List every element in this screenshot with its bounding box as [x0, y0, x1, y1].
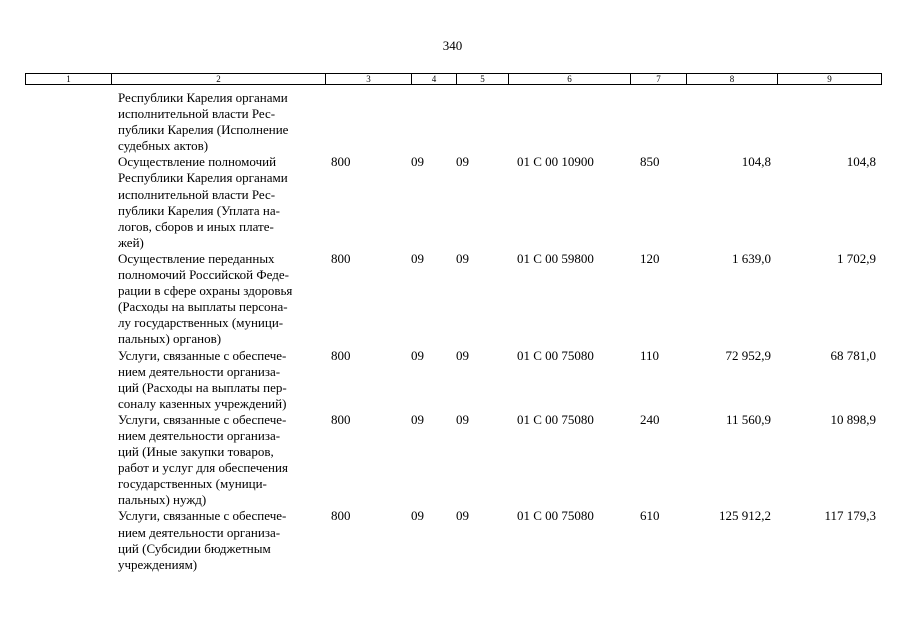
table-cell-col6: [511, 90, 633, 154]
description-line: нием деятельности организа-: [118, 427, 281, 443]
description-line: пальных) органов): [118, 331, 222, 347]
column-header-1: 1: [26, 74, 112, 84]
description-line: Осуществление полномочий: [118, 154, 277, 170]
description-line: Республики Карелия органами: [118, 170, 288, 186]
table-cell-description: [111, 348, 325, 412]
column-header-3: 3: [326, 74, 412, 84]
table-cell-col7: [633, 90, 688, 154]
table-cell-description: [111, 508, 325, 572]
table-cell-col9: 1 702,9: [837, 250, 876, 266]
description-line: (Расходы на выплаты персона-: [118, 299, 288, 315]
page-number: 340: [442, 38, 463, 53]
table-cell-col6: 01 С 00 59800: [517, 250, 594, 266]
table-cell-col5: [448, 90, 511, 154]
description-line: публики Карелия (Уплата на-: [118, 202, 280, 218]
table-row: [25, 412, 880, 509]
column-header-9: 9: [827, 74, 832, 84]
table-cell-col7: 240: [640, 411, 660, 427]
table-cell-col1: [25, 348, 111, 412]
table-cell-col9: 10 898,9: [830, 411, 876, 427]
description-line: Услуги, связанные с обеспече-: [118, 411, 287, 427]
column-header-8: 8: [687, 74, 778, 84]
table-cell-col4: 09: [411, 347, 424, 363]
description-line: нием деятельности организа-: [118, 363, 281, 379]
table-cell-col5: 09: [456, 250, 469, 266]
table-cell-col3: [325, 90, 398, 154]
description-line: учреждениям): [118, 556, 198, 572]
table-cell-col7: 110: [640, 347, 660, 363]
table-row: [25, 90, 880, 154]
description-line: ций (Иные закупки товаров,: [118, 444, 274, 460]
table-cell-col1: [25, 412, 111, 509]
table-cell-col9: 117 179,3: [824, 508, 876, 524]
table-cell-col3: 800: [331, 347, 351, 363]
description-line: полномочий Российской Феде-: [118, 267, 289, 283]
column-header-7: 7: [631, 74, 687, 84]
table-cell-col4: 09: [411, 154, 424, 170]
description-line: пальных) нужд): [118, 492, 207, 508]
table-cell-description: [111, 90, 325, 154]
table-cell-description: [111, 412, 325, 509]
table-cell-col7: 850: [640, 154, 660, 170]
column-header-2: 2: [112, 74, 326, 84]
description-line: соналу казенных учреждений): [118, 395, 287, 411]
table-cell-col9: 104,8: [846, 154, 876, 170]
table-body: [25, 90, 880, 573]
table-cell-col5: 09: [456, 508, 469, 524]
table-cell-col8: 104,8: [741, 154, 771, 170]
table-cell-col6: 01 С 00 75080: [517, 347, 594, 363]
description-line: ций (Субсидии бюджетным: [118, 540, 271, 556]
table-column-header-row: [25, 73, 882, 85]
table-cell-col6: 01 С 00 75080: [517, 508, 594, 524]
table-cell-col3: 800: [331, 154, 351, 170]
description-line: исполнительной власти Рес-: [118, 186, 276, 202]
description-line: нием деятельности организа-: [118, 524, 281, 540]
description-line: Республики Карелия органами: [118, 90, 288, 105]
table-cell-col8: 11 560,9: [725, 411, 771, 427]
description-line: публики Карелия (Исполнение: [118, 122, 289, 138]
table-cell-col1: [25, 154, 111, 251]
table-cell-col4: 09: [411, 411, 424, 427]
table-cell-col5: 09: [456, 411, 469, 427]
description-line: Услуги, связанные с обеспече-: [118, 508, 287, 524]
description-line: государственных (муници-: [118, 476, 267, 492]
table-cell-col5: 09: [456, 154, 469, 170]
table-cell-col8: [688, 90, 779, 154]
table-cell-col7: 120: [640, 250, 660, 266]
description-line: ций (Расходы на выплаты пер-: [118, 379, 287, 395]
table-cell-col9: [779, 90, 880, 154]
table-cell-col8: 72 952,9: [725, 347, 771, 363]
column-header-6: 6: [509, 74, 631, 84]
description-line: логов, сборов и иных плате-: [118, 218, 274, 234]
table-cell-col9: 68 781,0: [830, 347, 876, 363]
description-line: рации в сфере охраны здоровья: [118, 283, 293, 299]
table-cell-col8: 1 639,0: [732, 250, 771, 266]
table-cell-col5: 09: [456, 347, 469, 363]
table-cell-col8: 125 912,2: [719, 508, 771, 524]
description-line: работ и услуг для обеспечения: [118, 460, 288, 476]
table-cell-description: [111, 251, 325, 348]
table-cell-col3: 800: [331, 411, 351, 427]
description-line: лу государственных (муници-: [118, 315, 284, 331]
table-cell-col4: 09: [411, 508, 424, 524]
table-row: [25, 154, 880, 251]
table-cell-description: [111, 154, 325, 251]
table-cell-col6: 01 С 00 10900: [517, 154, 594, 170]
table-cell-col1: [25, 508, 111, 572]
column-header-4: 4: [412, 74, 457, 84]
table-cell-col3: 800: [331, 508, 351, 524]
description-line: исполнительной власти Рес-: [118, 106, 276, 122]
table-cell-col1: [25, 251, 111, 348]
table-cell-col7: 610: [640, 508, 660, 524]
table-cell-col4: [398, 90, 448, 154]
description-line: Осуществление переданных: [118, 250, 275, 266]
description-line: Услуги, связанные с обеспече-: [118, 347, 287, 363]
table-row: [25, 508, 880, 572]
column-header-5: 5: [457, 74, 509, 84]
table-cell-col1: [25, 90, 111, 154]
description-line: жей): [118, 234, 144, 250]
table-row: [25, 251, 880, 348]
description-line: судебных актов): [118, 138, 209, 154]
table-cell-col4: 09: [411, 250, 424, 266]
table-row: [25, 348, 880, 412]
table-cell-col6: 01 С 00 75080: [517, 411, 594, 427]
table-cell-col3: 800: [331, 250, 351, 266]
